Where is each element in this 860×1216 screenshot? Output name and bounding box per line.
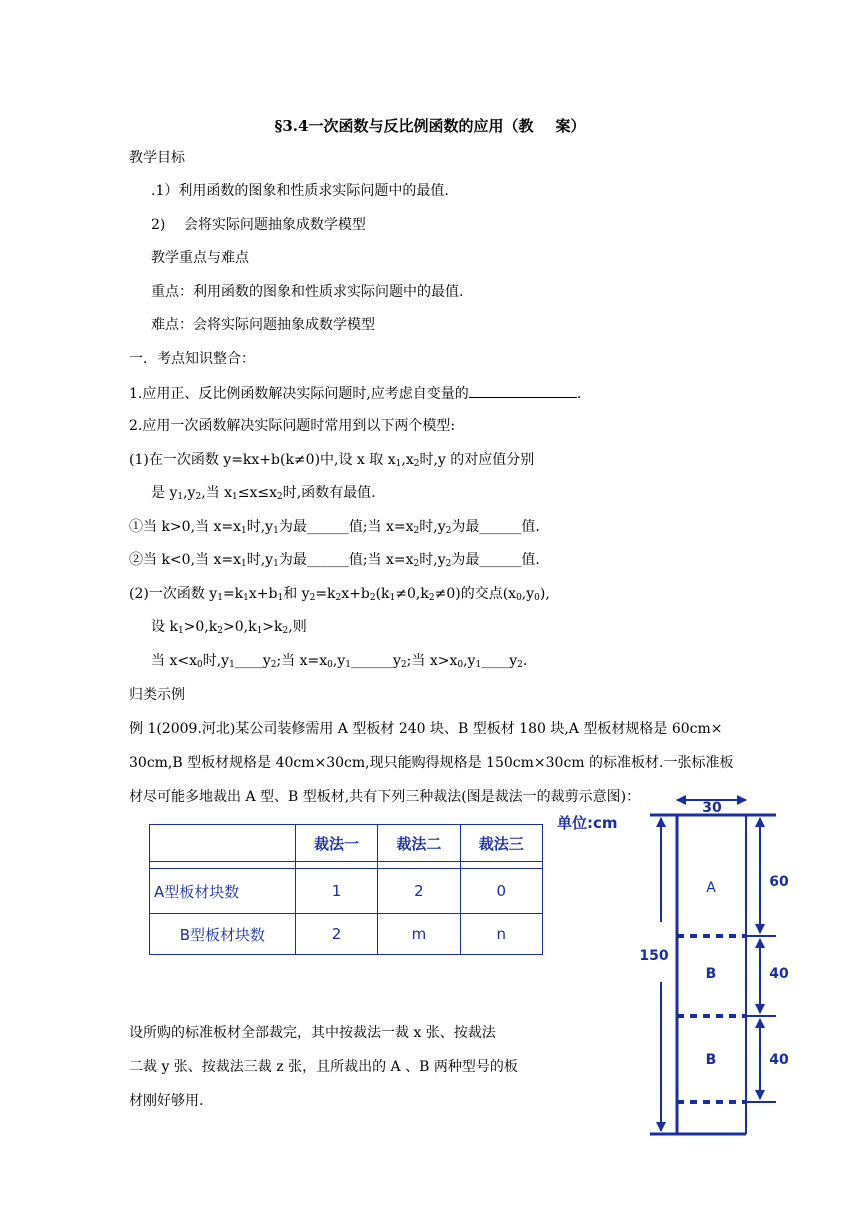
difficult-point: 难点：会将实际问题抽象成数学模型 [151,317,375,333]
table-header-row [150,825,543,862]
objective-2: 2) 会将实际问题抽象成数学模型 [151,217,366,233]
table-cell: 0 [460,869,542,914]
point-1: 1.应用正、反比例函数解决实际问题时,应考虑自变量的 . [129,383,581,404]
model-1-line-2: 是 $y_1,y_2$,当 $x_1\le x\le x_2$时,函数有最值. [151,485,376,502]
example-1-line-2: 30cm,B 型板材规格是 40cm×30cm,现只能购得规格是 150cm×30cm 的标准板材.一张标准板 [129,755,734,771]
follow-up-line-1: 设所购的标准板材全部裁完，其中按裁法一裁 x 张、按裁法 [129,1025,496,1041]
point-2: 2.应用一次函数解决实际问题时常用到以下两个模型: [129,418,456,434]
table-row [150,869,543,914]
key-point: 重点：利用函数的图象和性质求实际问题中的最值. [151,284,464,300]
table-cell: 2 [295,914,377,955]
model-2-line-2: 设 $k_1>0,k_2>0,k_1>k_2$,则 [151,619,307,636]
table-header-cell: 裁法二 [378,825,460,862]
follow-up-line-3: 材刚好够用. [129,1093,204,1109]
follow-up-line-2: 二裁 y 张、按裁法三裁 z 张，且所裁出的 A 、B 两种型号的板 [129,1059,518,1075]
row-label: A型板材块数 [150,869,296,914]
cutting-diagram [620,780,800,1142]
key-points-heading: 教学重点与难点 [151,250,249,266]
cutting-methods-table [149,824,543,955]
example-1-line-1: 例 1(2009.河北)某公司装修需用 A 型板材 240 块、B 型板材 180 块,A 型板材规格是 60cm× [129,721,723,737]
piece-a-label: A [706,880,716,896]
unit-label: 单位:cm [557,814,618,832]
table-cell: 1 [295,869,377,914]
answer-blank[interactable] [469,383,577,398]
page-title: §3.4一次函数与反比例函数的应用（教 案） [274,117,586,135]
table-cell: m [378,914,460,955]
segment-a-label: 60 [769,874,789,890]
width-label: 30 [702,800,722,816]
row-label: B型板材块数 [150,914,296,955]
section-heading: 一．考点知识整合： [129,351,255,367]
case-k-positive: ①当 k>0,当 $x=x_1$时$,y_1$为最______值;当 $x=x_2$时$,y_2$为最______值. [129,519,540,536]
table-cell: 2 [378,869,460,914]
piece-b2-label: B [705,1052,717,1068]
segment-b1-label: 40 [769,966,789,982]
table-cell: n [460,914,542,955]
example-1-line-3: 材尽可能多地裁出 A 型、B 型板材,共有下列三种裁法(图是裁法一的裁剪示意图)： [129,789,641,805]
table-row [150,914,543,955]
table-header-cell: 裁法一 [295,825,377,862]
examples-heading: 归类示例 [129,687,185,703]
total-height-label: 150 [639,948,669,964]
model-2-line-3: 当 $x<x_0$时$,y_1\_\_\_\_y_2$;当 $x=x_0,y_1\_\_\_\_\_\_y_2$;当 $x>x_0,y_1\_\_\_\_y_2$. [151,653,528,670]
objectives-heading: 教学目标 [129,150,185,166]
segment-b2-label: 40 [769,1052,789,1068]
table-header-cell [150,825,296,862]
objective-1: .1）利用函数的图象和性质求实际问题中的最值. [151,183,449,199]
model-1-line-1: (1)在一次函数 y=kx+b(k≠0)中,设 x 取 $x_1,x_2$时,y 的对应值分别 [129,452,535,469]
piece-b1-label: B [705,966,717,982]
model-2-line-1: (2)一次函数 $y_1=k_1x+b_1$和 $y_2=k_2x+b_2(k_1\ne 0,k_2\ne 0)$的交点$(x_0,y_0)$, [129,586,550,603]
table-header-cell: 裁法三 [460,825,542,862]
case-k-negative: ②当 k<0,当 $x=x_1$时$,y_1$为最______值;当 $x=x_2$时$,y_2$为最______值. [129,552,540,569]
